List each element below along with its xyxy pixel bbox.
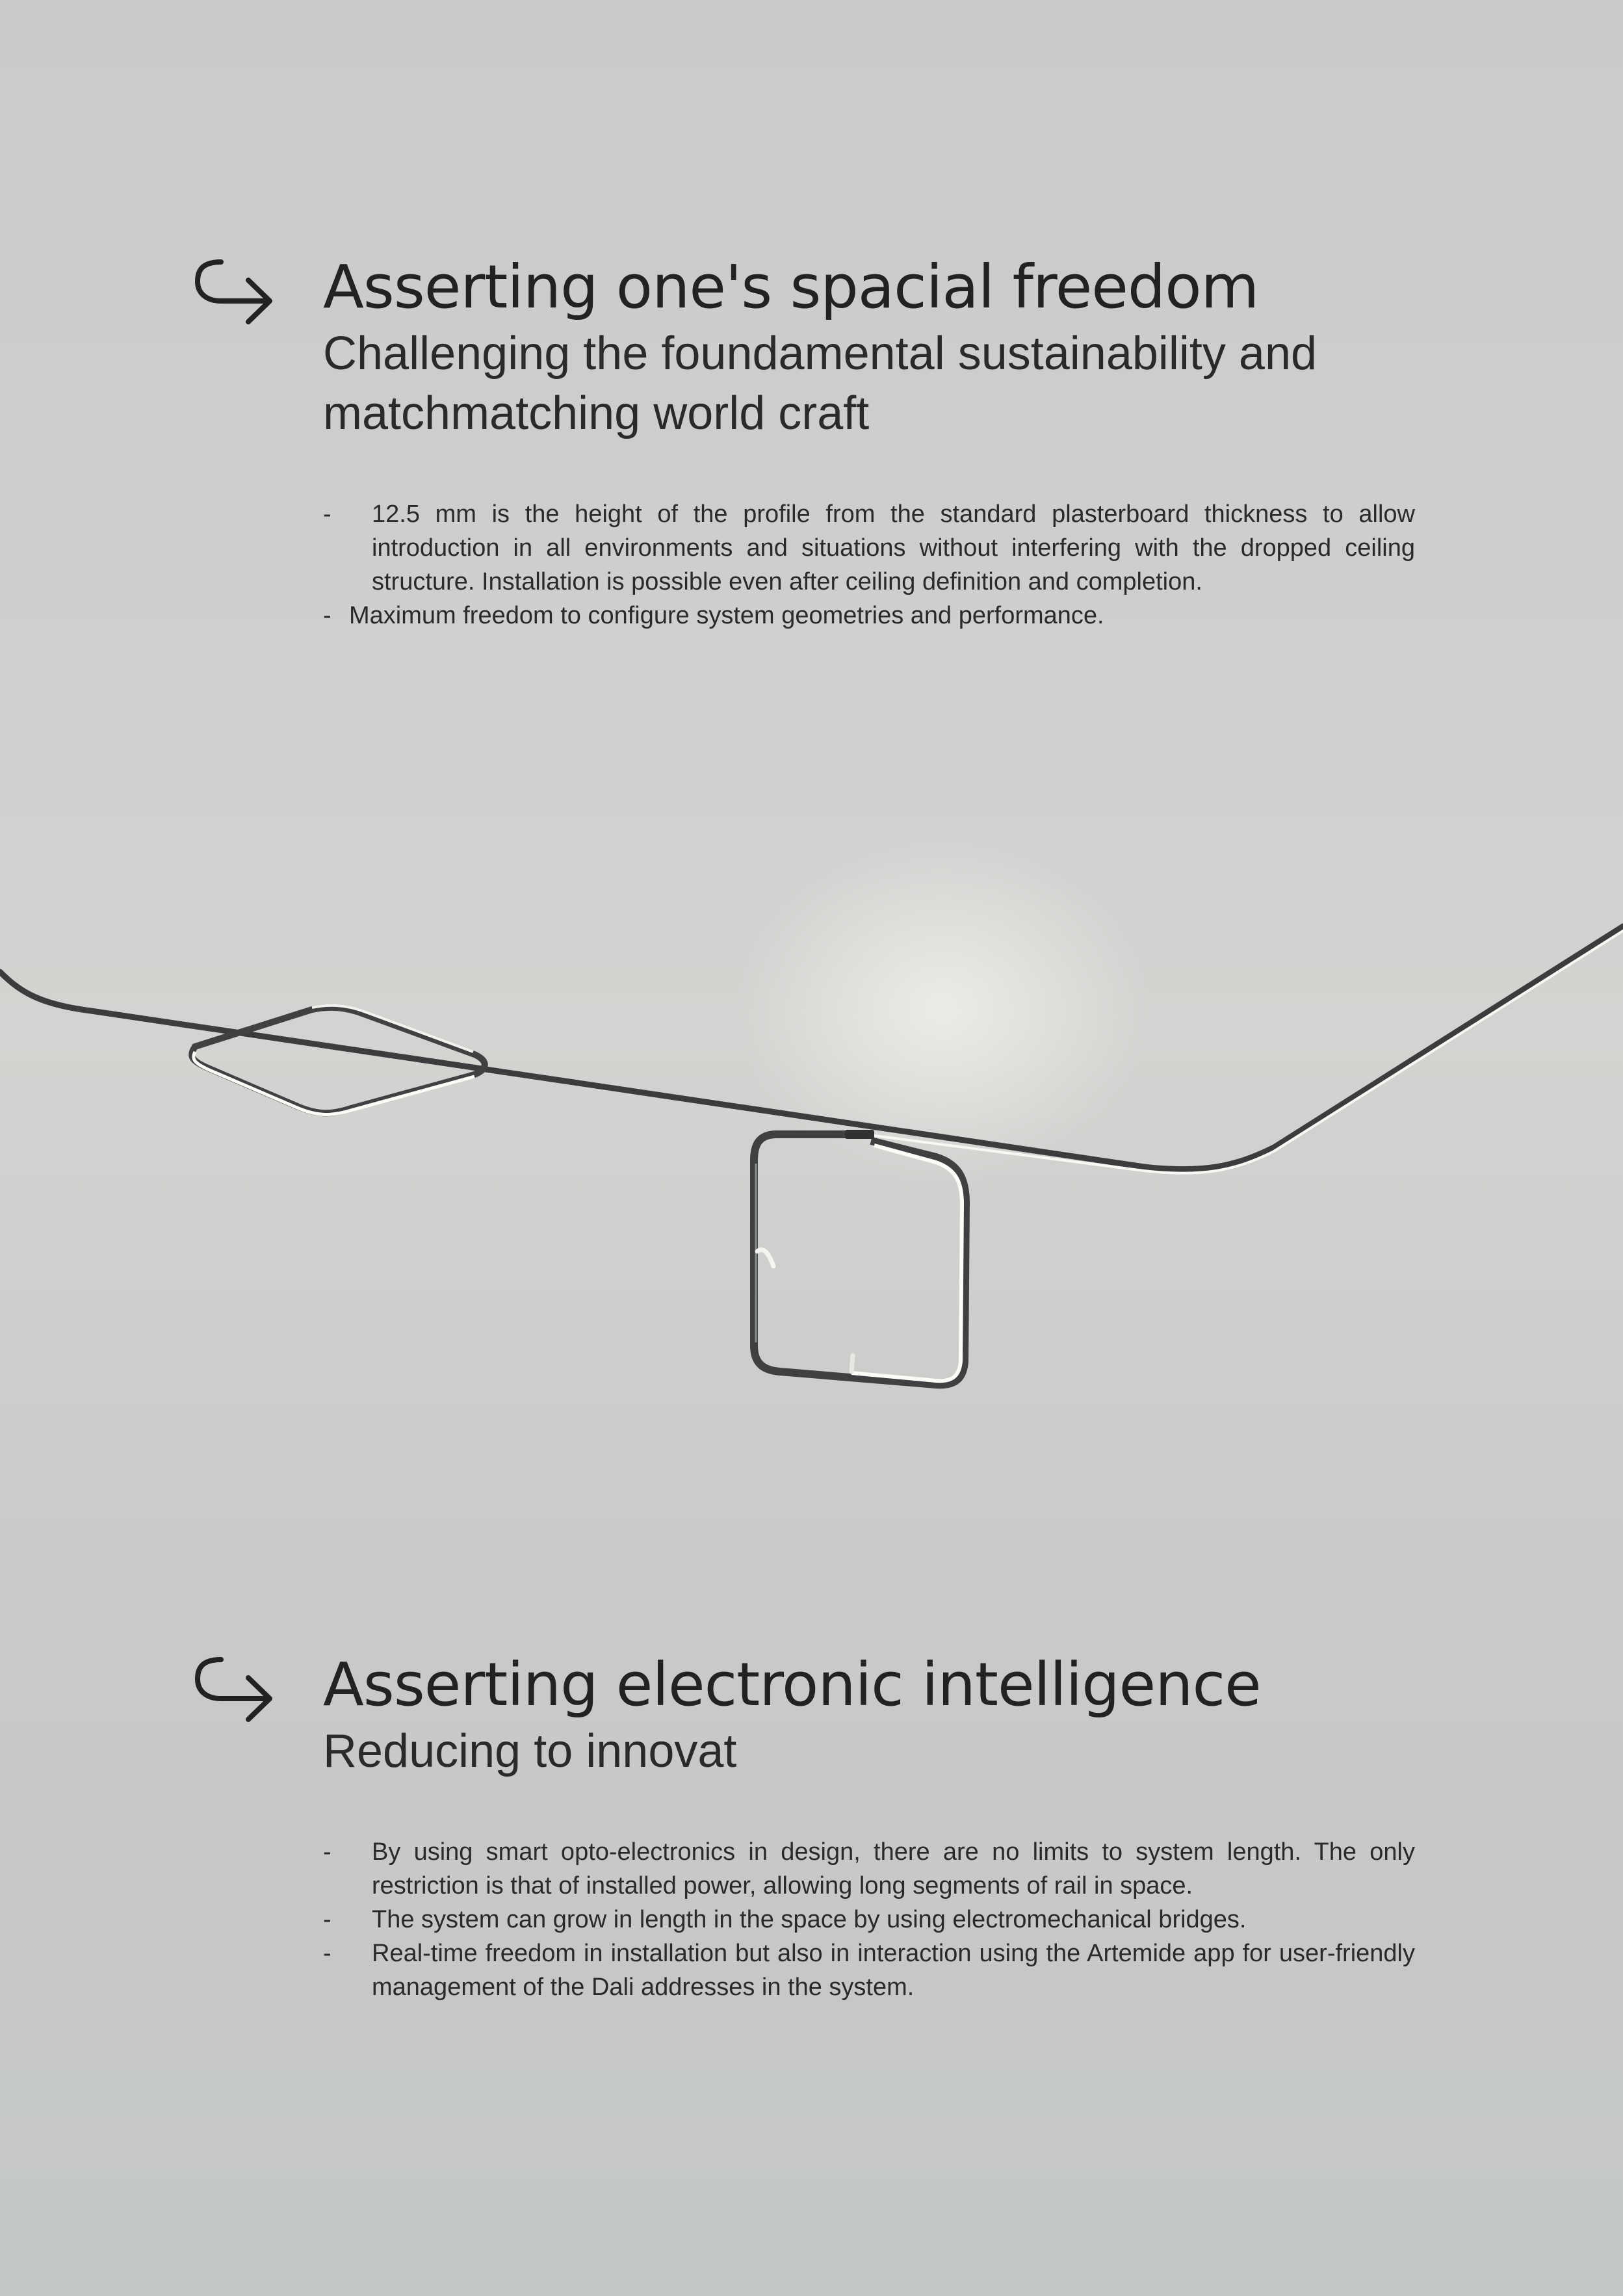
list-item-text: Maximum freedom to configure system geometries and performance.	[349, 602, 1104, 629]
list-item	[323, 599, 1415, 633]
list-item	[323, 497, 1415, 599]
section-subtitle: Reducing to innovat	[323, 1725, 737, 1777]
section-title: Asserting one's spacial freedom	[323, 252, 1259, 322]
list-item-text: Real-time freedom in installation but also in interaction using the Artemide app for user-friendly management of the Dali addresses in the system.	[372, 1940, 1415, 2001]
bullet-dash: -	[323, 1838, 331, 1866]
bullet-dash: -	[323, 1906, 331, 1933]
section-subtitle: Challenging the foundamental sustainability and matchmatching world craft	[323, 328, 1318, 439]
section-title: Asserting electronic intelligence	[323, 1650, 1261, 1719]
feature-list	[323, 497, 1415, 633]
curved-arrow-right-icon	[195, 1654, 276, 1723]
feature-list	[323, 1835, 1415, 2004]
list-item-text: The system can grow in length in the space by using electromechanical bridges.	[372, 1906, 1247, 1933]
bullet-dash: -	[323, 501, 331, 528]
list-item	[323, 1835, 1415, 1903]
list-item-text: By using smart opto-electronics in design, there are no limits to system length. The only restriction is that of installed power, allowing long segments of rail in space.	[372, 1838, 1415, 1899]
ceiling-rail-light-illustration	[0, 897, 1623, 1417]
magnetic-spot-bottom	[851, 1355, 853, 1372]
bullet-dash: -	[323, 1940, 331, 1967]
list-item	[323, 1903, 1415, 1937]
magnetic-spot-left	[757, 1250, 773, 1266]
bullet-dash: -	[323, 602, 331, 629]
rail-light-strip	[864, 931, 1623, 1173]
curved-arrow-right-icon	[195, 257, 276, 325]
list-item	[323, 1937, 1415, 2004]
rail-connector	[845, 1130, 874, 1139]
list-item-text: 12.5 mm is the height of the profile from the standard plasterboard thickness to allow introduction in all environments and situations without interfering with the dropped ceiling structure. Installation is possible even after ceiling definition and completion.	[372, 501, 1415, 595]
square-light-frame	[754, 1134, 966, 1385]
